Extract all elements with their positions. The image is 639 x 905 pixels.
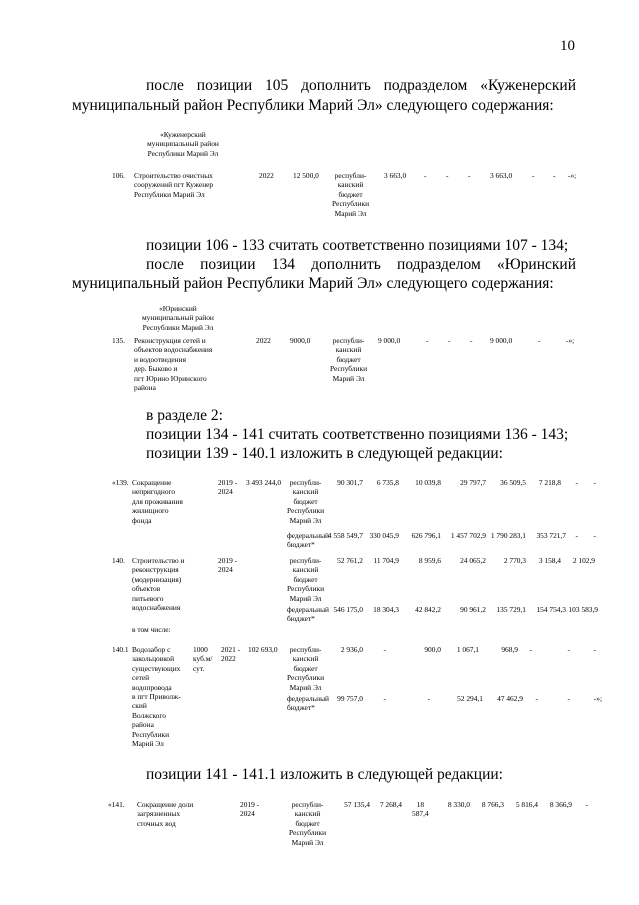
row-position: 106.	[112, 171, 125, 180]
row-years: 2021 - 2022	[221, 645, 241, 664]
cell-value: 8 959,6	[418, 556, 441, 565]
cell-value: 18 587,4	[412, 800, 429, 819]
text-3-line-3: позиции 139 - 140.1 изложить в следующей редакции:	[146, 445, 503, 462]
row-dash: -	[553, 171, 556, 180]
row-name: Строительство очистных сооружений пгт Куженер Республики Марий Эл	[134, 171, 214, 199]
cell-value: 1 067,1	[456, 645, 479, 654]
cell-value: -	[567, 645, 570, 654]
row-years: 2019 - 2024	[218, 478, 238, 497]
row-name: Реконструкция сетей и объектов водоснабжения и водоотведения дер. Быково и пгт Юрино Юринского района	[134, 336, 213, 393]
text-2-line-3: муниципальный район Республики Марий Эл» следующего содержания:	[72, 275, 554, 292]
cell-value: 4 558 549,7	[327, 531, 363, 540]
cell-value: 626 796,1	[411, 531, 441, 540]
row-capacity-qty: 1000 куб.м/ сут.	[193, 645, 213, 673]
cell-value: 99 757,0	[337, 694, 363, 703]
cell-value: -	[593, 531, 596, 540]
text-4: позиции 141 - 141.1 изложить в следующей редакции:	[146, 766, 503, 783]
cell-value: 900,0	[424, 645, 441, 654]
cell-value: 353 721,7	[536, 531, 566, 540]
row-dash: -	[426, 336, 429, 345]
cell-value: 90 961,2	[460, 605, 486, 614]
cell-value: -	[593, 645, 596, 654]
row-dash: -	[468, 171, 471, 180]
row-funding-source: республи- канский бюджет Республики Марий Эл	[330, 336, 368, 383]
row-dash: -	[532, 171, 535, 180]
cell-value: -	[535, 694, 538, 703]
row-years: 2019 - 2024	[218, 556, 238, 575]
cell-value: 330 045,9	[369, 531, 399, 540]
row-position: «141.	[108, 800, 125, 809]
subsection-heading-yurino: «Юринский муниципальный район Республики Марий Эл	[142, 304, 214, 332]
cell-value: 10 039,8	[415, 478, 441, 487]
intro-line-2: муниципальный район Республики Марий Эл» следующего содержания:	[72, 97, 554, 114]
cell-value: -	[585, 800, 588, 809]
subsection-heading-kuzhener: «Куженерский муниципальный район Республики Марий Эл	[147, 130, 219, 158]
row-value-2022: 3 663,0	[490, 171, 513, 180]
text-2-line-2: после позиции 134 дополнить подразделом «Юринский	[146, 256, 576, 273]
row-dash: -	[446, 171, 449, 180]
row-funding-source: федеральный бюджет*	[287, 531, 329, 550]
row-capacity: 102 693,0	[248, 645, 278, 654]
cell-value: 36 509,5	[500, 478, 526, 487]
row-capacity: 12 500,0	[293, 171, 319, 180]
cell-value: 11 704,9	[373, 556, 399, 565]
cell-value: 90 301,7	[337, 478, 363, 487]
cell-value: 57 135,4	[344, 800, 370, 809]
cell-value: -	[383, 645, 386, 654]
cell-value: 2 102,9	[572, 556, 595, 565]
cell-value: 7 218,8	[538, 478, 561, 487]
row-dash: -	[538, 336, 541, 345]
row-position: 140.1	[112, 645, 129, 654]
cell-value: -	[383, 694, 386, 703]
intro-line-1: после позиции 105 дополнить подразделом «Куженерский	[146, 77, 576, 94]
row-year: 2022	[259, 171, 274, 180]
row-name: Водозабор с закольцовкой существующих сетей водопровода в пгт Приволж- ский Волжского района Республики Марий Эл	[132, 645, 181, 749]
cell-value: 546 175,0	[333, 605, 363, 614]
cell-value: 24 065,2	[460, 556, 486, 565]
cell-value: -	[593, 478, 596, 487]
cell-value: 103 583,9	[568, 605, 598, 614]
row-end: -»;	[568, 171, 577, 180]
cell-value: -	[575, 531, 578, 540]
row-dash: -	[448, 336, 451, 345]
cell-value: 2 936,0	[340, 645, 363, 654]
cell-value: 135 729,1	[496, 605, 526, 614]
row-position: 140.	[112, 556, 125, 565]
text-3-line-2: позиции 134 - 141 считать соответственно позициями 136 - 143;	[146, 426, 569, 443]
row-years: 2019 - 2024	[240, 800, 260, 819]
row-capacity: 3 493 244,0	[246, 478, 282, 487]
cell-value: 29 797,7	[460, 478, 486, 487]
row-value-2022: 9 000,0	[490, 336, 513, 345]
cell-value: 8 330,0	[447, 800, 470, 809]
row-funding-source: федеральный бюджет*	[287, 694, 329, 713]
row-total: 3 663,0	[384, 171, 407, 180]
row-position: «139.	[112, 478, 129, 487]
row-name: Сокращение непригодного для проживания жилищного фонда	[132, 478, 183, 525]
row-end: -»;	[566, 336, 575, 345]
page-number: 10	[560, 38, 575, 54]
cell-value: 968,9	[501, 645, 518, 654]
cell-value: 1 790 283,1	[490, 531, 526, 540]
row-name: Строительство и реконструкция (модернизация) объектов питьевого водоснабжения	[132, 556, 185, 613]
cell-value: 3 158,4	[538, 556, 561, 565]
cell-value: 6 735,8	[376, 478, 399, 487]
cell-value: 2 770,3	[503, 556, 526, 565]
text-2-line-1: позиции 106 - 133 считать соответственно позициями 107 - 134;	[146, 237, 569, 254]
cell-value: 154 754,3	[536, 605, 566, 614]
row-dash: -	[470, 336, 473, 345]
cell-value: 18 304,3	[373, 605, 399, 614]
row-dash: -	[424, 171, 427, 180]
cell-value: -	[575, 478, 578, 487]
cell-value: 52 761,2	[337, 556, 363, 565]
cell-value: 1 457 702,9	[450, 531, 486, 540]
cell-value: 8 366,9	[549, 800, 572, 809]
row-total: 9 000,0	[378, 336, 401, 345]
row-capacity: 9000,0	[290, 336, 311, 345]
cell-value: -	[567, 694, 570, 703]
cell-value: 7 268,4	[379, 800, 402, 809]
cell-value: 52 294,1	[457, 694, 483, 703]
row-funding-source: республи- канский бюджет Республики Марий Эл	[287, 556, 325, 603]
cell-value: 47 462,9	[497, 694, 523, 703]
cell-value: 8 766,3	[481, 800, 504, 809]
row-funding-source: республи- канский бюджет Республики Марий Эл	[332, 171, 370, 218]
row-funding-source: республи- канский бюджет Республики Марий Эл	[289, 800, 327, 847]
text-3-line-1: в разделе 2:	[146, 407, 223, 424]
cell-value: 42 842,2	[415, 605, 441, 614]
cell-value: 5 816,4	[515, 800, 538, 809]
row-funding-source: республи- канский бюджет Республики Марий Эл	[287, 478, 325, 525]
row-name: Сокращение доли загрязненных сточных вод	[137, 800, 194, 828]
row-funding-source: федеральный бюджет*	[287, 605, 329, 624]
cell-value: -»;	[593, 694, 602, 703]
in-that-number-label: в том числе:	[132, 625, 171, 634]
row-position: 135.	[112, 336, 125, 345]
row-year: 2022	[256, 336, 271, 345]
cell-value: -	[529, 645, 532, 654]
cell-value: -	[427, 694, 430, 703]
row-funding-source: республи- канский бюджет Республики Марий Эл	[287, 645, 325, 692]
